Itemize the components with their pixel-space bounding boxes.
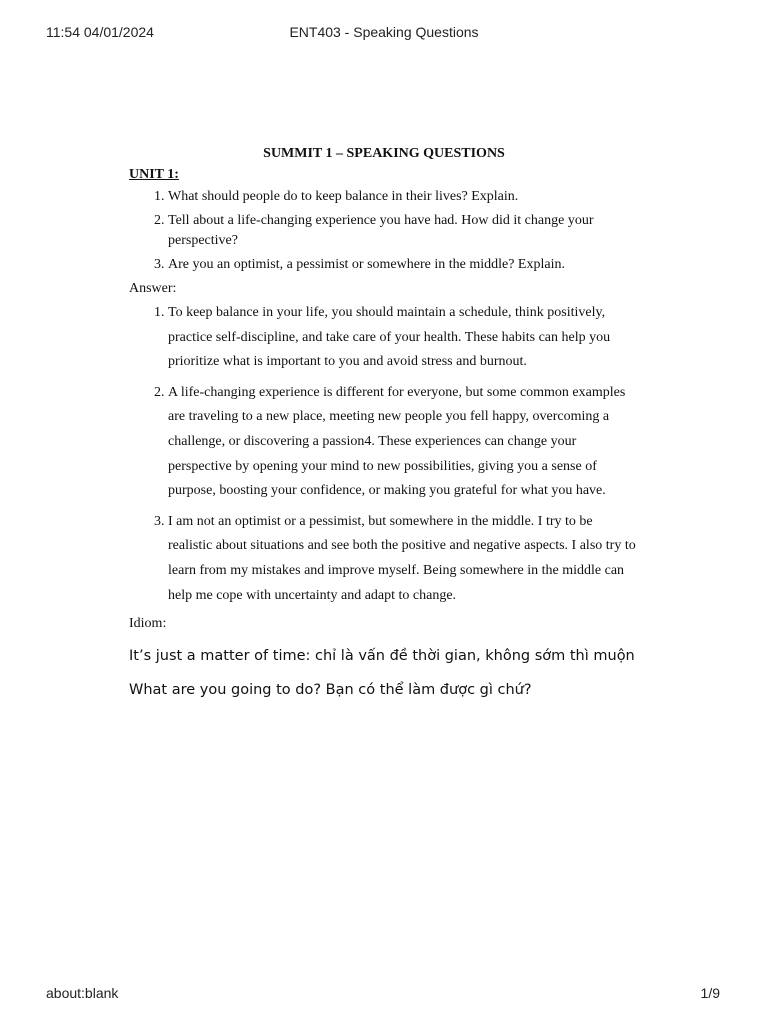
idiom-label: Idiom:	[129, 616, 167, 632]
document-title: SUMMIT 1 – SPEAKING QUESTIONS	[263, 146, 505, 161]
print-title: ENT403 - Speaking Questions	[289, 24, 479, 40]
question-item: 1. What should people do to keep balance in their lives? Explain.	[168, 187, 639, 207]
question-item: 3. Are you an optimist, a pessimist or somewhere in the middle? Explain.	[168, 255, 639, 275]
page-number: 1/9	[700, 985, 720, 1001]
answer-label: Answer:	[129, 281, 177, 296]
answer-item: 2. A life-changing experience is different for everyone, but some common examples are traveling to a new place, meeting new people you fell happy, overcoming a challenge, or discovering a passion4. These experiences can change your perspective by opening your mind to new possibilities, giving you a sense of purpose, boosting your confidence, or making you grateful for what you have.	[168, 381, 639, 504]
print-url: about:blank	[46, 985, 119, 1001]
answer-item: 1. To keep balance in your life, you should maintain a schedule, think positively, practice self-discipline, and take care of your health. These habits can help you prioritize what is important to you and avoid stress and burnout.	[168, 301, 639, 375]
idiom-entry: What are you going to do? Bạn có thể làm được gì chứ?	[129, 682, 532, 699]
print-datetime: 11:54 04/01/2024	[46, 24, 154, 40]
idiom-entry: It’s just a matter of time: chỉ là vấn đề thời gian, không sớm thì muộn	[129, 648, 635, 665]
question-list	[129, 187, 639, 275]
question-item: 2. Tell about a life-changing experience you have had. How did it change your perspective?	[168, 211, 639, 251]
answer-item: 3. I am not an optimist or a pessimist, but somewhere in the middle. I try to be realistic about situations and see both the positive and negative aspects. I also try to learn from my mistakes and improve myself. Being somewhere in the middle can help me cope with uncertainty and adapt to change.	[168, 510, 639, 608]
answer-list	[129, 301, 639, 608]
unit-heading: UNIT 1:	[129, 167, 179, 182]
document-body	[129, 146, 639, 712]
